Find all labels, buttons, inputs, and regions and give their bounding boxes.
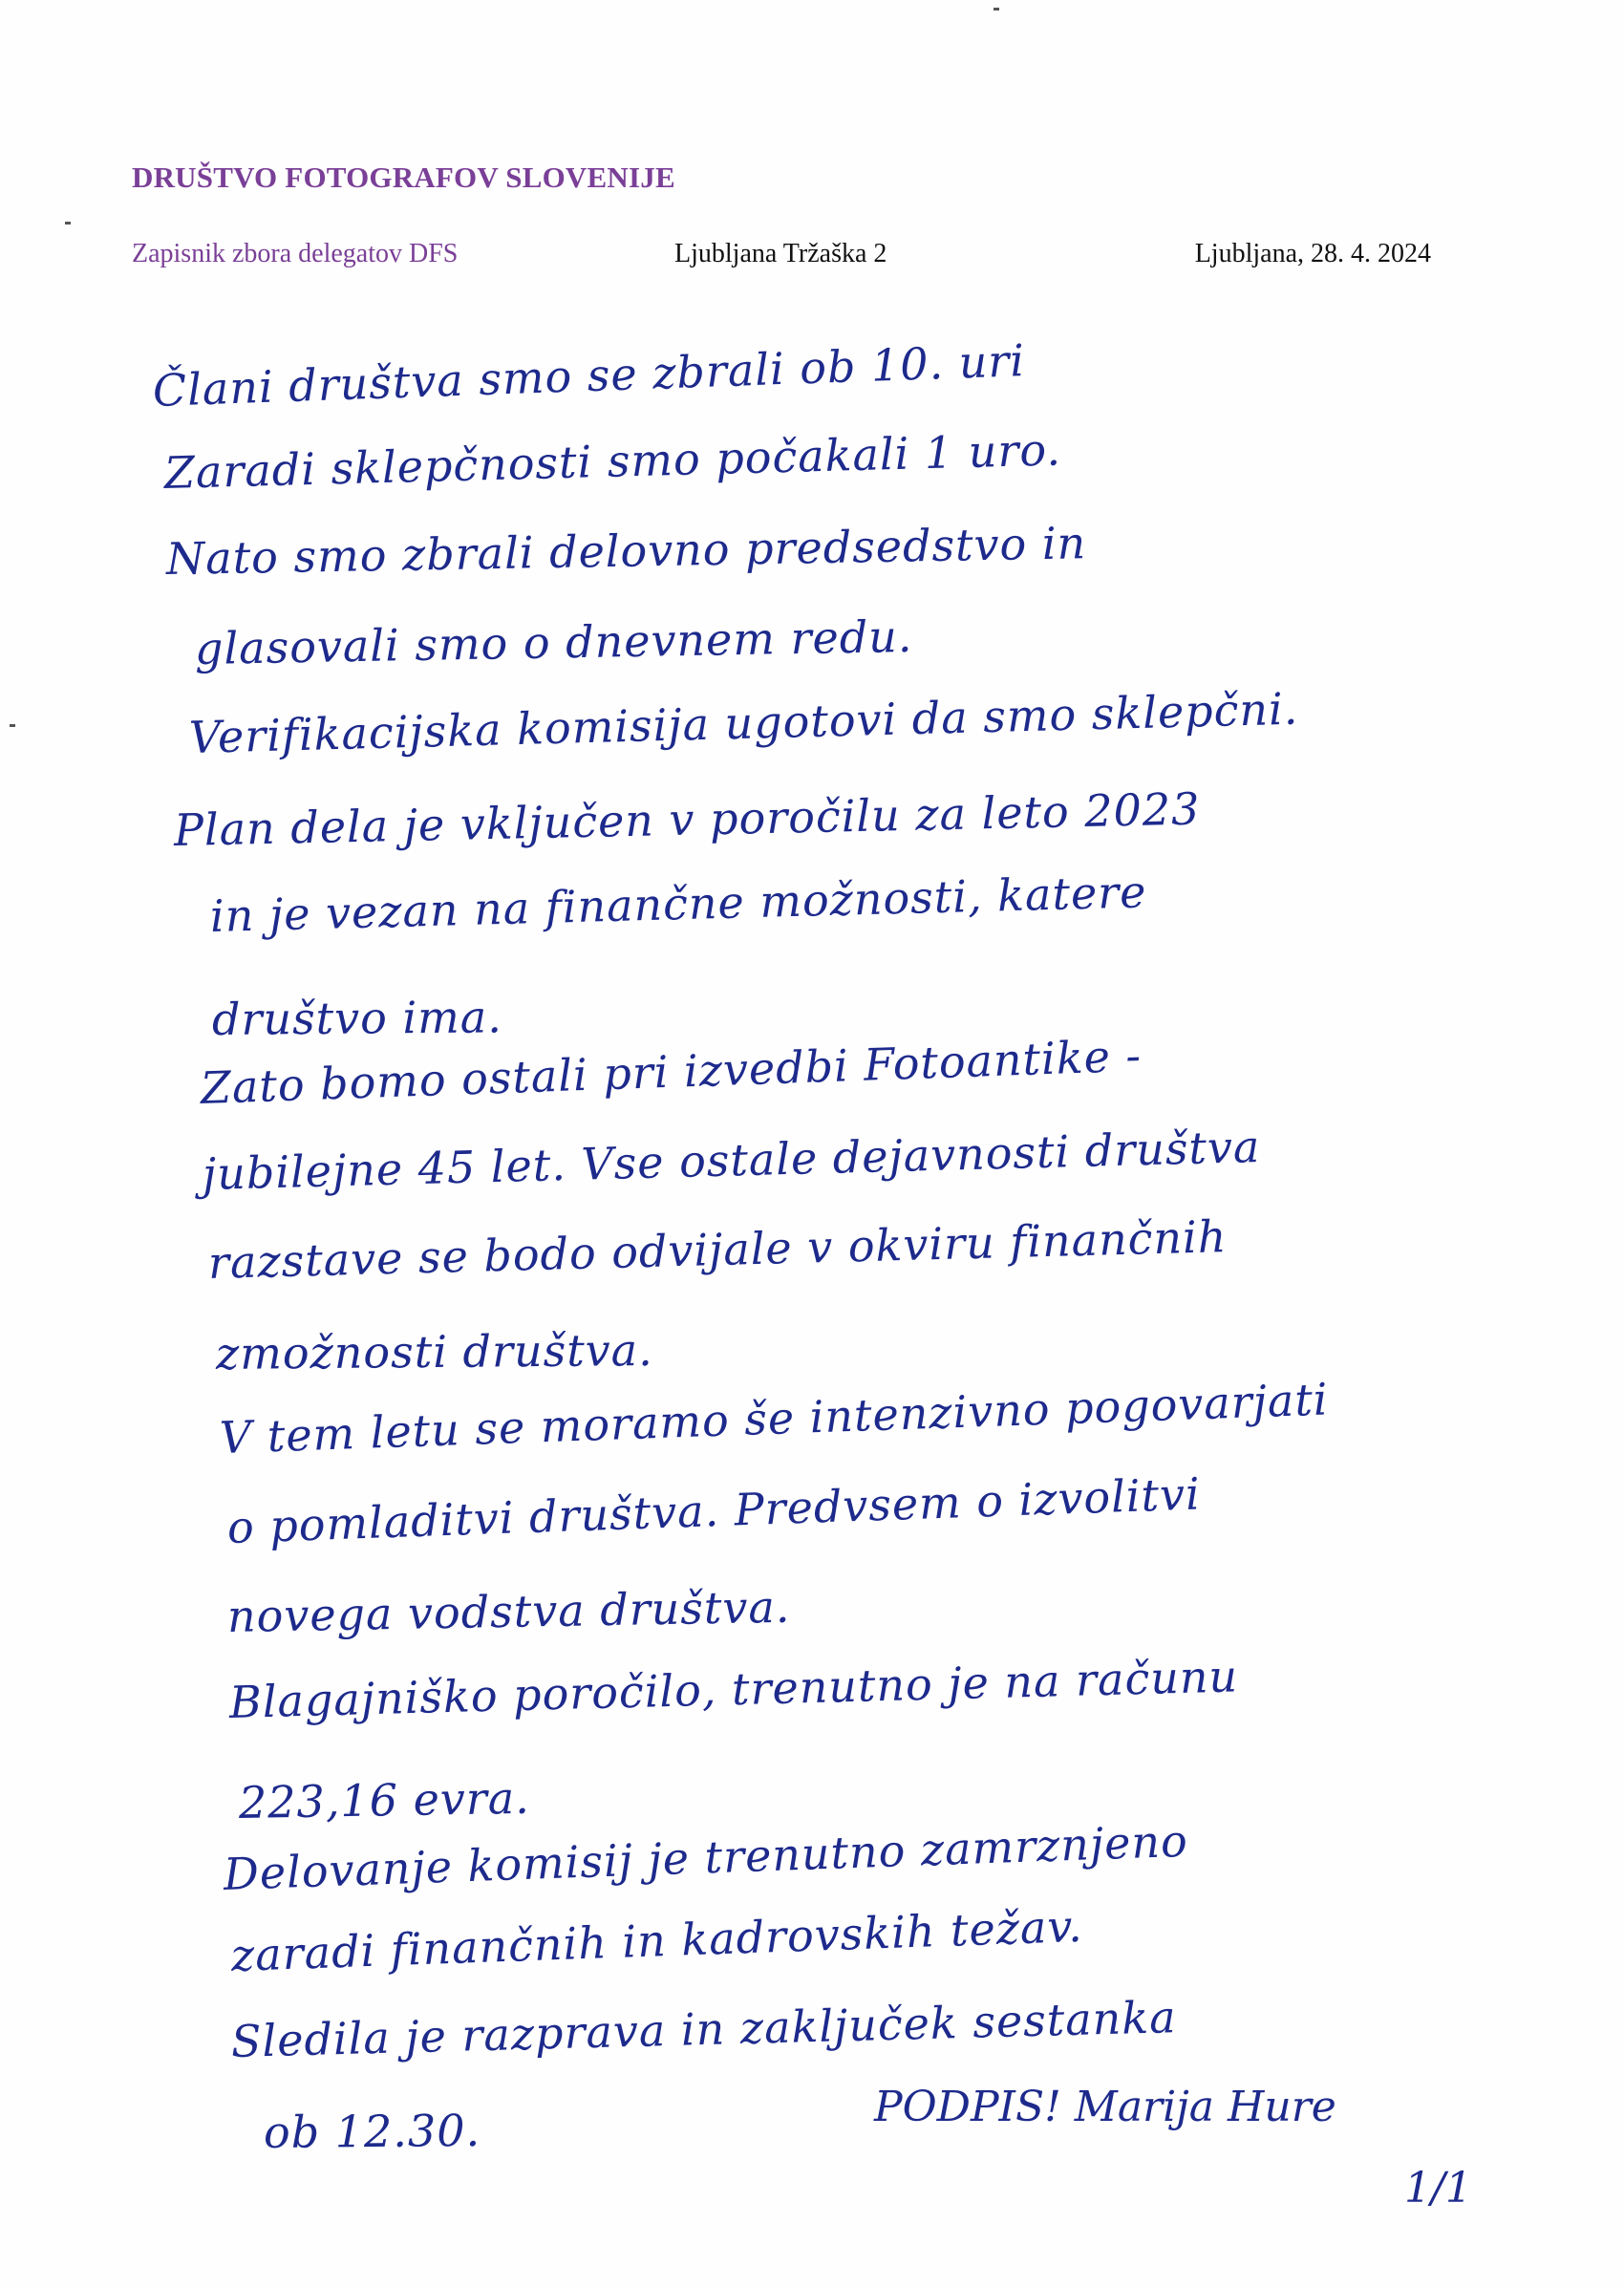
signature-label: PODPIS! xyxy=(874,2083,1061,2131)
minutes-line: ob 12.30. xyxy=(263,2105,481,2158)
back-page-bleed-through: ​ xyxy=(1526,110,1529,155)
minutes-line: Nato smo zbrali delovno predsedstvo in xyxy=(165,517,1087,585)
minutes-line: Plan dela je vključen v poročilu za leto 2023 xyxy=(173,782,1201,856)
page-number: 1/1 xyxy=(1404,2164,1472,2213)
minutes-line: Sledila je razprava in zaključek sestanka xyxy=(230,1991,1178,2067)
minutes-line: in je vezan na finančne možnosti, katere xyxy=(209,866,1148,942)
minutes-line: Člani društva smo se zbrali ob 10. uri xyxy=(152,334,1026,417)
minutes-line: V tem letu se moramo še intenzivno pogovarjati xyxy=(219,1373,1330,1464)
minutes-line: jubilejne 45 let. Vse ostale dejavnosti društva xyxy=(202,1121,1261,1200)
minutes-line: Blagajniško poročilo, trenutno je na računu xyxy=(228,1650,1239,1728)
scan-speck xyxy=(994,8,999,11)
meeting-date: Ljubljana, 28. 4. 2024 xyxy=(1194,239,1431,268)
minutes-line: razstave se bodo odvijale v okviru finančnih xyxy=(207,1210,1229,1289)
minutes-line: 223,16 evra. xyxy=(238,1771,531,1828)
document-title: Zapisnik zbora delegatov DFS xyxy=(132,239,459,268)
minutes-line: Zato bomo ostali pri izvedbi Fotoantike - xyxy=(200,1029,1143,1114)
minutes-line: o pomladitvi društva. Predvsem o izvolitvi xyxy=(226,1467,1202,1553)
minutes-line: glasovali smo o dnevnem redu. xyxy=(194,609,913,674)
scan-speck xyxy=(10,724,15,727)
minutes-line: novega vodstva društva. xyxy=(226,1580,791,1642)
minutes-line: Delovanje komisij je trenutno zamrznjeno xyxy=(223,1814,1189,1900)
signature-block xyxy=(874,2083,1336,2131)
meeting-address: Ljubljana Tržaška 2 xyxy=(674,239,887,268)
scan-speck xyxy=(65,222,71,225)
minutes-line: zmožnosti društva. xyxy=(215,1324,653,1379)
minutes-line: zaradi finančnih in kadrovskih težav. xyxy=(230,1899,1084,1981)
minutes-line: Zaradi sklepčnosti smo počakali 1 uro. xyxy=(163,423,1062,499)
minutes-line: Verifikacijska komisija ugotovi da smo sklepčni. xyxy=(188,682,1299,763)
signature-name: Marija Hure xyxy=(1074,2083,1336,2131)
minutes-line: društvo ima. xyxy=(211,991,503,1045)
organization-name: DRUŠTVO FOTOGRAFOV SLOVENIJE xyxy=(132,160,675,194)
document-header xyxy=(132,239,1431,277)
